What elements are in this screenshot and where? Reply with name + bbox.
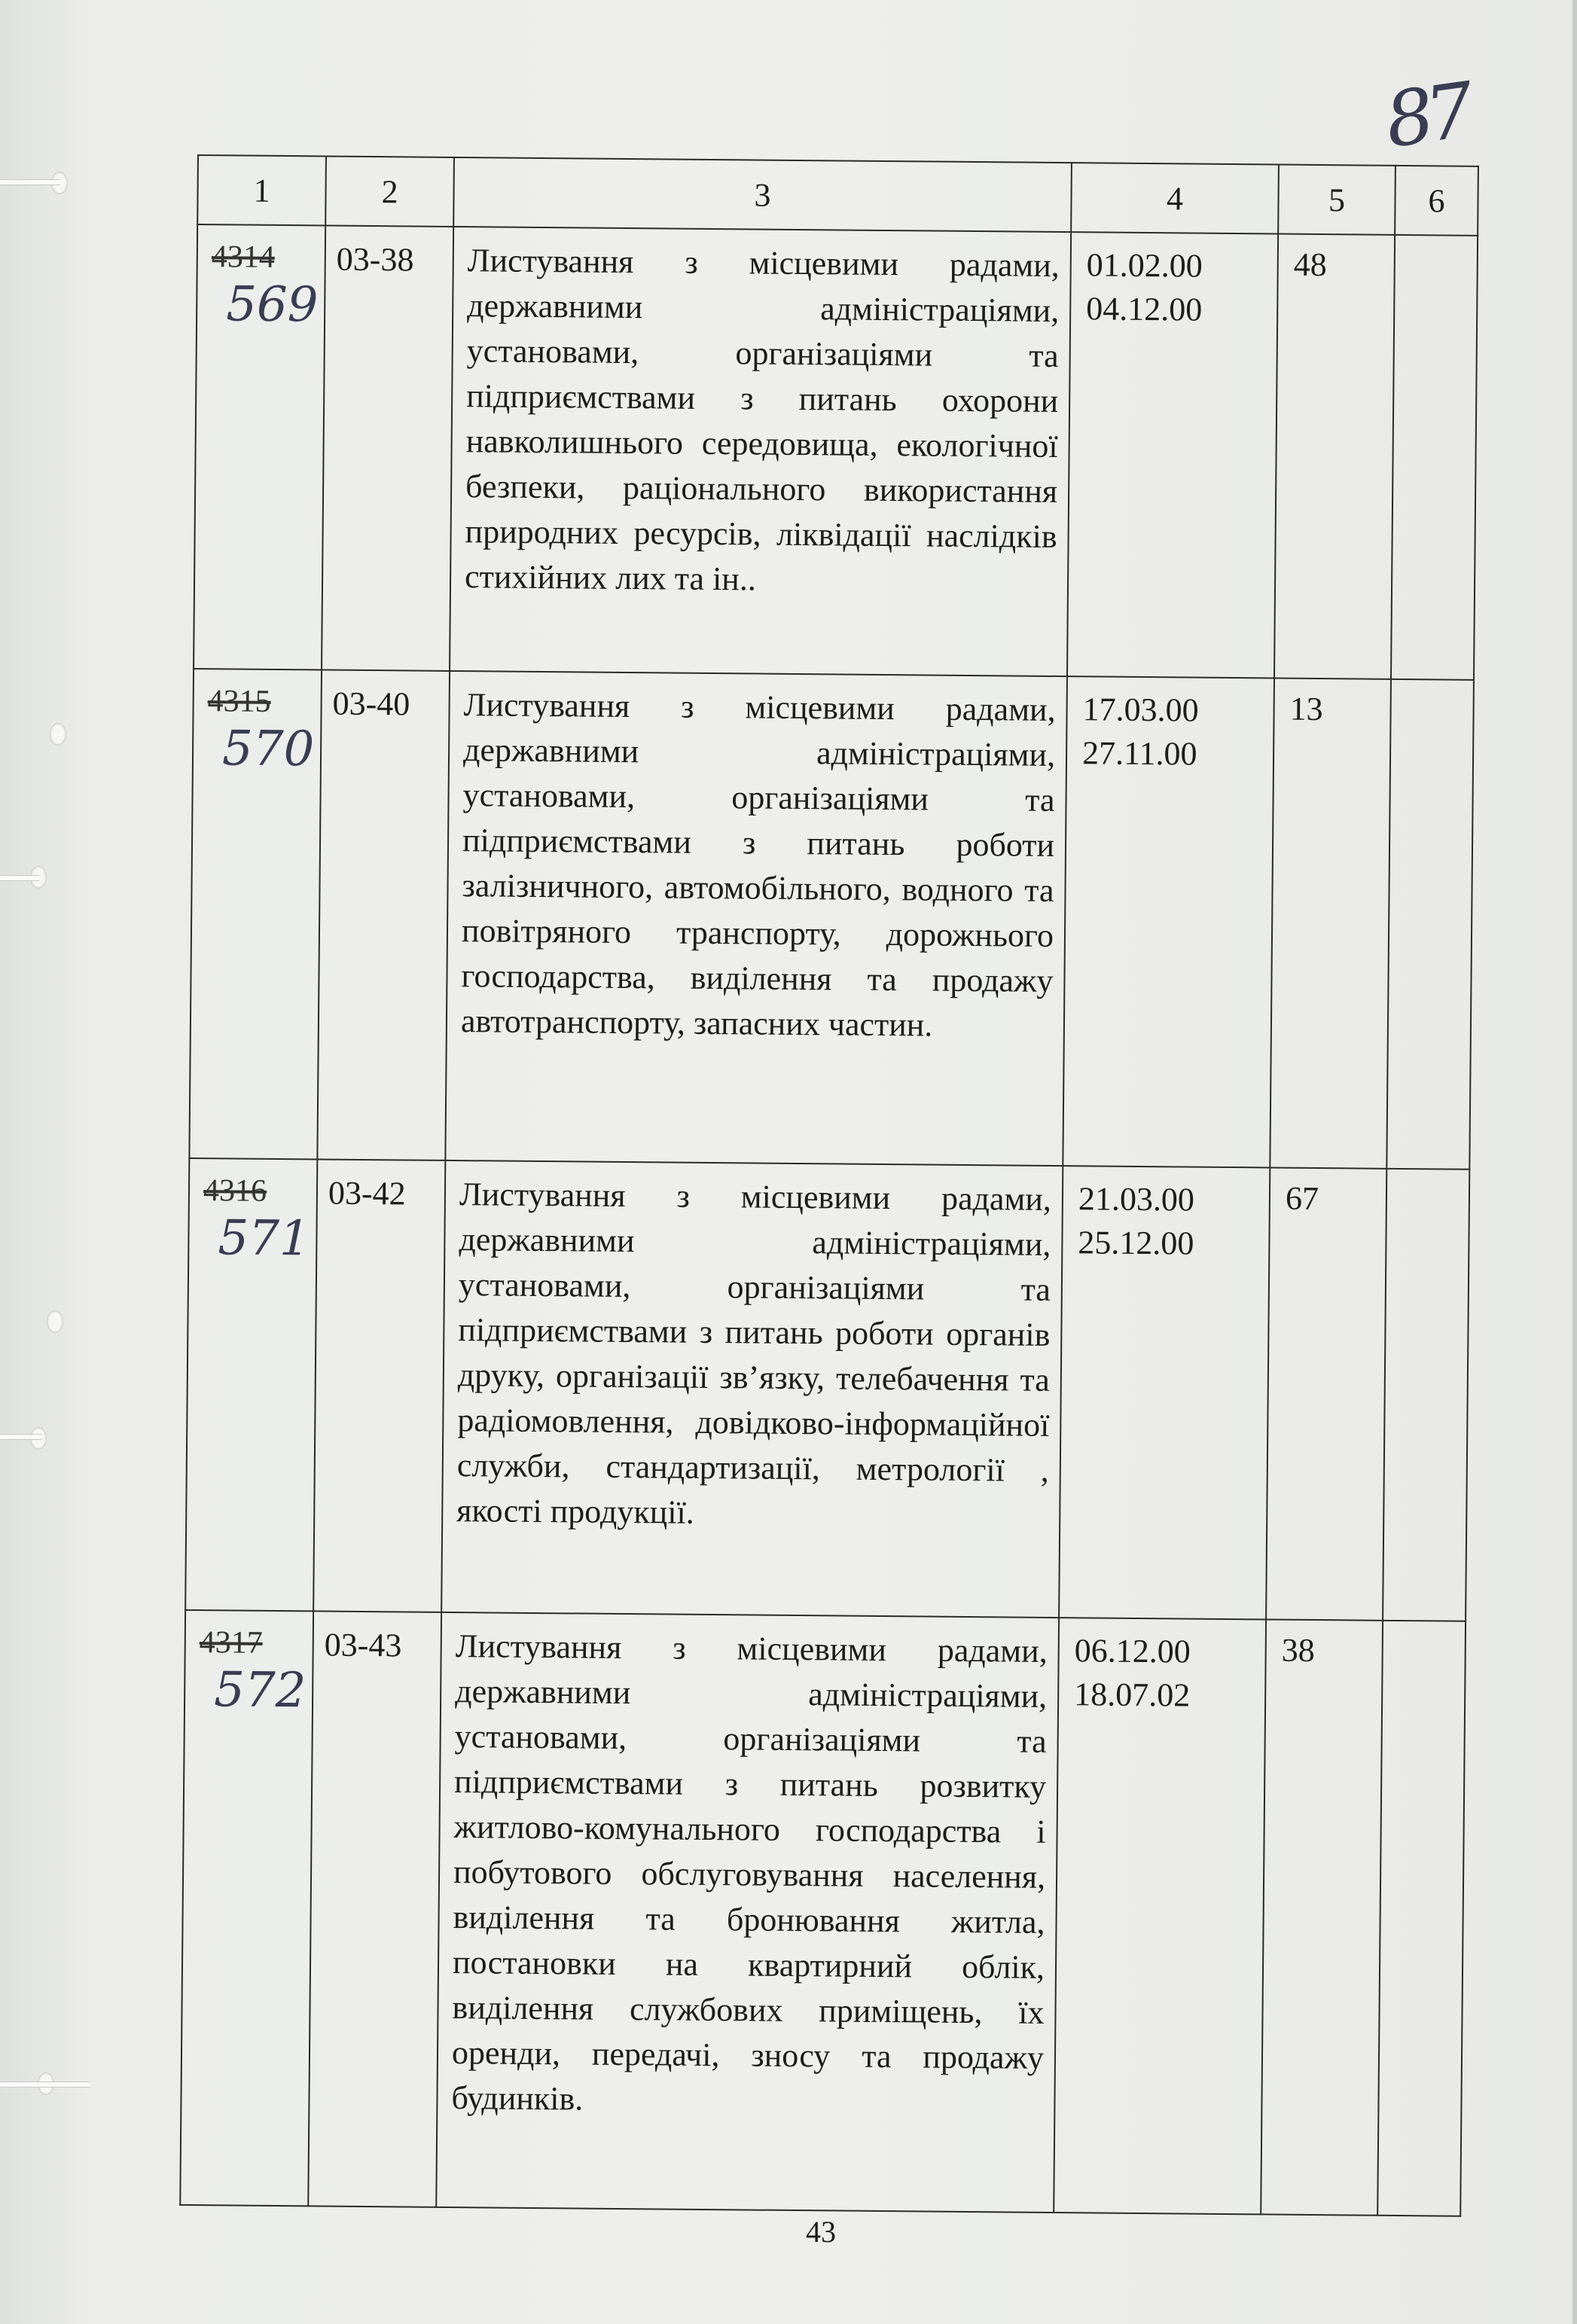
- note-cell: [1391, 235, 1478, 680]
- note-cell: [1383, 1169, 1469, 1621]
- old-item-number: 4314: [211, 239, 276, 275]
- table-row: [185, 1158, 1469, 1621]
- header-col-5: 5: [1278, 165, 1396, 235]
- item-number-cell: [185, 1158, 317, 1611]
- new-item-number: 570: [221, 721, 315, 778]
- folio-number: 87: [1380, 66, 1472, 165]
- page-number: 43: [806, 2215, 836, 2249]
- file-index: 03-43: [308, 1611, 441, 2207]
- header-col-4: 4: [1071, 163, 1279, 233]
- file-index: 03-40: [317, 669, 450, 1160]
- new-item-number: 569: [225, 276, 319, 334]
- old-item-number: 4316: [203, 1173, 267, 1209]
- header-col-3: 3: [453, 157, 1072, 232]
- item-number-cell: [189, 669, 322, 1159]
- header-col-1: 1: [197, 155, 326, 225]
- date-range: [1054, 1618, 1266, 2214]
- date-start: 06.12.00: [1074, 1632, 1191, 1670]
- sheet-count: 38: [1261, 1619, 1383, 2215]
- table-row: [180, 1610, 1466, 2216]
- binding-thread: [0, 179, 60, 185]
- file-index: 03-42: [313, 1159, 445, 1612]
- file-index: 03-38: [322, 225, 453, 670]
- date-range: [1067, 232, 1278, 678]
- note-cell: [1386, 679, 1474, 1170]
- binding-thread: [0, 1434, 42, 1440]
- old-item-number: 4315: [207, 684, 271, 719]
- item-number-cell: [180, 1610, 313, 2206]
- date-start: 17.03.00: [1082, 691, 1199, 729]
- sheet-count: 13: [1270, 679, 1391, 1169]
- date-end: 18.07.02: [1073, 1676, 1191, 1714]
- header-col-2: 2: [325, 156, 454, 226]
- binding-thread: [0, 875, 39, 881]
- date-end: 25.12.00: [1078, 1224, 1194, 1262]
- binding-hole: [47, 1310, 63, 1333]
- table-row: [194, 224, 1478, 680]
- note-cell: [1377, 1621, 1466, 2216]
- sheet-edge: [1572, 0, 1577, 2324]
- file-title: Листування з місцевими радами, державними адміністраціями, установами, організаціями та підприємствами з питань роботи органів друку, організації зв’язку, телебачення та радіомовлення, довідково-інформаційної служби, стандартизації, метрології , якості продукції.: [441, 1160, 1063, 1618]
- new-item-number: 572: [213, 1662, 307, 1719]
- date-start: 01.02.00: [1086, 246, 1203, 285]
- date-end: 04.12.00: [1086, 290, 1203, 328]
- binding-thread: [0, 2082, 90, 2088]
- sheet-count: 67: [1266, 1167, 1386, 1620]
- table-header-row: [197, 155, 1478, 236]
- old-item-number: 4317: [199, 1625, 263, 1661]
- date-range: [1063, 676, 1274, 1167]
- date-start: 21.03.00: [1078, 1180, 1195, 1218]
- new-item-number: 571: [218, 1210, 310, 1267]
- date-end: 27.11.00: [1081, 734, 1197, 773]
- file-title: Листування з місцевими радами, державними адміністраціями, установами, організаціями та підприємствами з питань розвитку житлово-комунального господарства і побутового обслуговування населення, виділення та бронювання житла, постановки на квартирний облік, виділення службових приміщень, їх оренди, передачі, зносу та продажу будинків.: [436, 1612, 1059, 2213]
- file-title: Листування з місцевими радами, державними адміністраціями, установами, організаціями та підприємствами з питань охорони навколишнього середовища, екологічної безпеки, раціонального використання природних ресурсів, ліквідації наслідків стихійних лих та ін..: [450, 227, 1071, 676]
- date-range: [1059, 1166, 1270, 1619]
- file-title: Листування з місцевими радами, державними адміністраціями, установами, організаціями та підприємствами з питань роботи залізничного, автомобільного, водного та повітряного транспорту, дорожнього господарства, виділення та продажу автотранспорту, запасних частин.: [445, 671, 1067, 1166]
- inventory-table: [179, 154, 1479, 2217]
- header-col-6: 6: [1395, 166, 1478, 236]
- table-row: [189, 669, 1474, 1170]
- sheet-count: 48: [1274, 234, 1395, 679]
- item-number-cell: [194, 224, 325, 669]
- binding-hole: [50, 723, 66, 746]
